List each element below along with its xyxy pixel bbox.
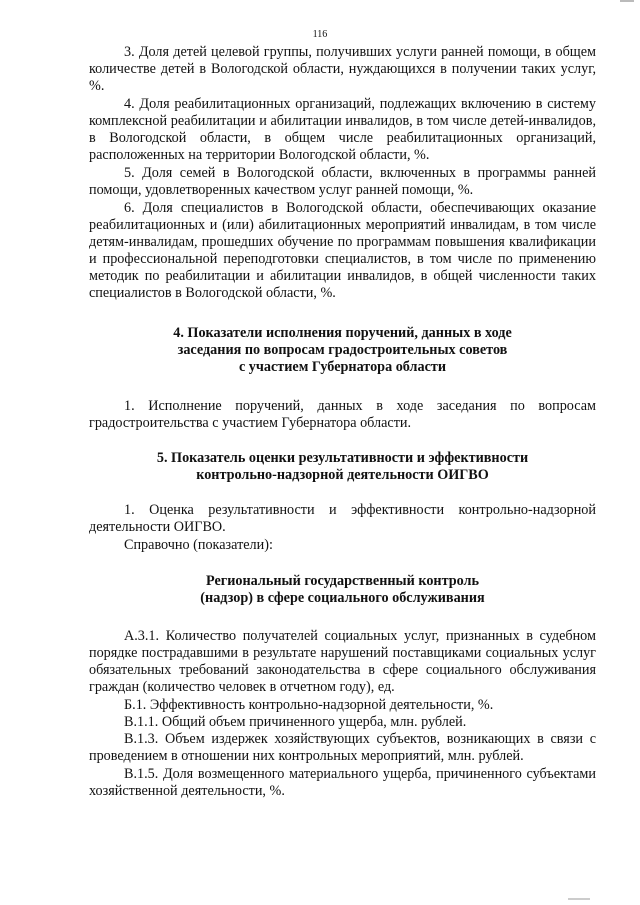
section-heading-5-line-2: контрольно-надзорной деятельности ОИГВО — [196, 467, 489, 484]
paragraph-section-5-item-1: 1. Оценка результативности и эффективности контрольно-надзорной деятельности ОИГВО. — [89, 502, 596, 536]
paragraph-indicator-a31: А.3.1. Количество получателей социальных услуг, признанных в судебном порядке пострадавшими в результате нарушений поставщиками социальных услуг обязательных требований законодательства в сфере социального обслуживания граждан (количество человек в отчетном году), ед. — [89, 628, 596, 696]
subsection-heading-line-2: (надзор) в сфере социального обслуживания — [200, 590, 485, 607]
scan-artifact-bottom — [568, 898, 590, 900]
paragraph-indicator-5: 5. Доля семей в Вологодской области, включенных в программы ранней помощи, удовлетворенных качеством услуг ранней помощи, %. — [89, 165, 596, 199]
section-heading-4-line-3: с участием Губернатора области — [238, 359, 447, 376]
subsection-heading-regional-control — [89, 573, 596, 607]
page-number: 116 — [312, 29, 328, 40]
paragraph-indicator-6: 6. Доля специалистов в Вологодской области, обеспечивающих оказание реабилитационных и (или) абилитационных мероприятий инвалидам, в том числе детям-инвалидам, прошедших обучение по программам повышения квалификации и профессиональной переподготовки специалистов, в том числе по применению методик по реабилитации и абилитации инвалидов, в общей численности таких специалистов в Вологодской области, %. — [89, 200, 596, 302]
paragraph-indicator-v11: В.1.1. Общий объем причиненного ущерба, млн. рублей. — [124, 714, 467, 730]
section-heading-5-line-1: 5. Показатель оценки результативности и эффективности — [156, 450, 529, 466]
section-heading-4-line-1: 4. Показатели исполнения поручений, данных в ходе — [173, 325, 512, 341]
paragraph-section-4-item-1: 1. Исполнение поручений, данных в ходе заседания по вопросам градостроительства с участием Губернатора области. — [89, 398, 596, 432]
paragraph-indicator-v15: В.1.5. Доля возмещенного материального ущерба, причиненного субъектами хозяйственной деятельности, %. — [89, 766, 596, 800]
scan-artifact — [620, 0, 634, 2]
paragraph-indicator-3: 3. Доля детей целевой группы, получивших услуги ранней помощи, в общем количестве детей в Вологодской области, нуждающихся в получении таких услуг, %. — [89, 44, 596, 95]
subsection-heading-line-1: Региональный государственный контроль — [206, 573, 479, 589]
paragraph-indicator-b1: Б.1. Эффективность контрольно-надзорной деятельности, %. — [124, 697, 494, 713]
paragraph-indicator-v13: В.1.3. Объем издержек хозяйствующих субъектов, возникающих в связи с проведением в отношении них контрольных мероприятий, млн. рублей. — [89, 731, 596, 765]
section-heading-5 — [89, 450, 596, 484]
paragraph-reference-note: Справочно (показатели): — [124, 537, 273, 553]
section-heading-4-line-2: заседания по вопросам градостроительных советов — [177, 342, 508, 359]
section-heading-4 — [89, 325, 596, 376]
paragraph-indicator-4: 4. Доля реабилитационных организаций, подлежащих включению в систему комплексной реабилитации и абилитации инвалидов, в том числе детей-инвалидов, в Вологодской области, в общем числе реабилитационных организаций, расположенных на территории Вологодской области, %. — [89, 96, 596, 164]
